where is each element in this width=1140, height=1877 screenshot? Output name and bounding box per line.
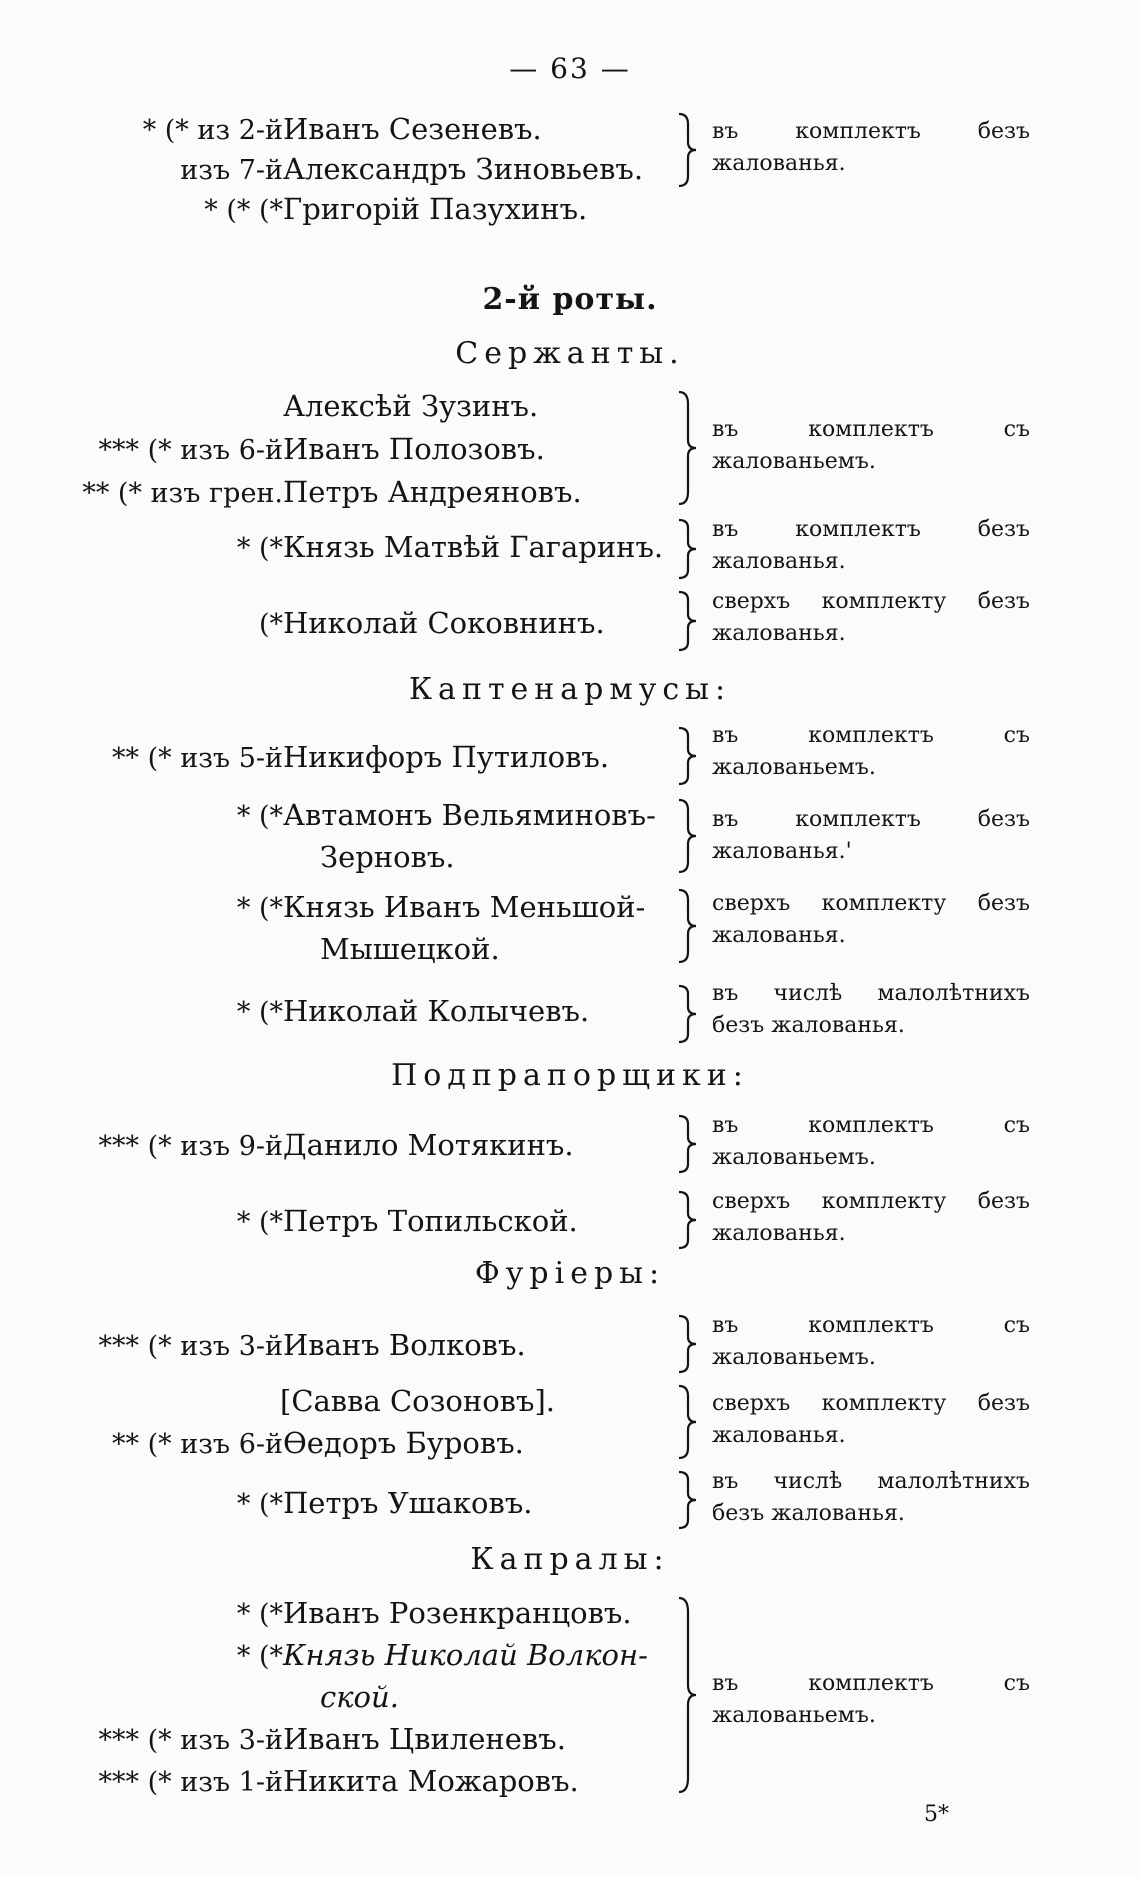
entry-name: Никита Можаровъ.	[283, 1764, 579, 1798]
entry-note: въ числѣ малолѣтнихъ безъ жалованья.	[712, 1469, 1030, 1526]
entry-marks: * (*	[236, 1207, 283, 1238]
entry-group	[0, 1469, 1140, 1526]
entry-group	[0, 1188, 1140, 1246]
entry-marks: *** (* изъ 6-й	[98, 435, 283, 466]
entry-name: Ѳедоръ Буровъ.	[283, 1426, 524, 1460]
entry-name: Петръ Андреяновъ.	[283, 475, 582, 509]
section-heading-captenarmus: Каптенармусы:	[408, 672, 732, 707]
entry-marks: ** (* изъ 5-й	[112, 743, 283, 774]
entry-marks: изъ 7-й	[180, 155, 283, 186]
brace-icon	[675, 1596, 701, 1794]
entry-name: Князь Николай Волкон-	[283, 1638, 648, 1672]
brace	[675, 798, 701, 874]
entry-name: ской.	[320, 1680, 399, 1714]
entry-note: въ комплектъ съ жалованьемъ.	[712, 1313, 1030, 1370]
entry-row	[0, 1590, 1140, 1632]
brace-icon	[675, 1190, 701, 1250]
entry-marks: *** (* изъ 1-й	[98, 1767, 283, 1798]
section-heading-corporals: Капралы:	[470, 1542, 670, 1577]
entry-row	[0, 188, 1140, 228]
brace	[675, 590, 701, 652]
entry-marks: ** (* изъ грен.	[82, 478, 283, 509]
entry-group	[0, 1112, 1140, 1170]
entry-marks: * (*	[236, 1641, 283, 1672]
signature-mark: 5*	[924, 1802, 949, 1827]
brace	[675, 726, 701, 786]
entry-note: въ комплектъ безъ жалованья.'	[712, 807, 1030, 864]
entry-group	[0, 589, 1140, 646]
brace	[675, 112, 701, 188]
brace-icon	[675, 726, 701, 786]
section-heading-ensigns: Подпрапорщики:	[391, 1058, 749, 1093]
entry-marks: * (*	[236, 893, 283, 924]
brace-icon	[675, 984, 701, 1044]
entry-name: Григорій Пазухинъ.	[283, 192, 588, 226]
entry-note: въ комплектъ безъ жалованья.	[712, 119, 1030, 176]
entry-group	[0, 1312, 1140, 1370]
entry-name: Автамонъ Вельяминовъ-	[283, 798, 656, 832]
entry-group	[0, 1590, 1140, 1800]
entry-group	[0, 792, 1140, 876]
brace-icon	[675, 518, 701, 580]
brace	[675, 1114, 701, 1174]
entry-name: Николай Колычевъ.	[283, 994, 590, 1028]
entry-marks: *** (* изъ 9-й	[98, 1131, 283, 1162]
entry-note: сверхъ комплекту безъ жалованья.	[712, 1391, 1030, 1448]
brace-icon	[675, 888, 701, 964]
entry-note: въ комплектъ съ жалованьемъ.	[712, 1113, 1030, 1170]
section-heading-furiers: Фуріеры:	[474, 1256, 666, 1291]
entry-note: сверхъ комплекту безъ жалованья.	[712, 1189, 1030, 1246]
entry-marks: * (* из 2-й	[142, 115, 283, 146]
entry-group	[0, 108, 1140, 228]
entry-name: Алексѣй Зузинъ.	[283, 389, 539, 423]
entry-name: Иванъ Розенкранцовъ.	[283, 1596, 632, 1630]
entry-name: [Савва Созоновъ].	[280, 1384, 555, 1418]
entry-marks: * (*	[236, 1599, 283, 1630]
entry-group	[0, 723, 1140, 780]
entry-note: въ числѣ малолѣтнихъ безъ жалованья.	[712, 981, 1030, 1038]
entry-marks: * (*	[236, 997, 283, 1028]
entry-name: Мышецкой.	[320, 932, 500, 966]
entry-group	[0, 1378, 1140, 1462]
brace	[675, 984, 701, 1044]
entry-note: въ комплектъ безъ жалованья.	[712, 517, 1030, 574]
brace	[675, 1470, 701, 1530]
page-number: — 63 —	[509, 52, 631, 85]
entry-marks: * (*	[236, 533, 283, 564]
brace	[675, 1314, 701, 1374]
entry-marks: * (*	[236, 801, 283, 832]
brace	[675, 1384, 701, 1460]
entry-name: Данило Мотякинъ.	[283, 1128, 574, 1162]
company-heading: 2-й роты.	[482, 282, 658, 317]
brace-icon	[675, 590, 701, 652]
entry-group	[0, 884, 1140, 968]
entry-group	[0, 382, 1140, 511]
entry-marks: * (*	[236, 1489, 283, 1520]
entry-row	[0, 1758, 1140, 1800]
entry-name: Иванъ Полозовъ.	[283, 432, 545, 466]
entry-note: въ комплектъ съ жалованьемъ.	[712, 1671, 1030, 1728]
entry-marks: * (* (*	[204, 195, 283, 226]
entry-name: Александръ Зиновьевъ.	[283, 152, 644, 186]
brace-icon	[675, 112, 701, 188]
entry-name: Иванъ Волковъ.	[283, 1328, 526, 1362]
entry-marks: *** (* изъ 3-й	[98, 1331, 283, 1362]
entry-group	[0, 978, 1140, 1038]
brace	[675, 1190, 701, 1250]
entry-name: Зерновъ.	[320, 840, 455, 874]
entry-marks: *** (* изъ 3-й	[98, 1725, 283, 1756]
brace	[675, 518, 701, 580]
entry-group	[0, 514, 1140, 574]
entry-marks: ** (* изъ 6-й	[112, 1429, 283, 1460]
brace-icon	[675, 798, 701, 874]
entry-note: въ комплектъ съ жалованьемъ.	[712, 723, 1030, 780]
entry-name: Петръ Топильской.	[283, 1204, 578, 1238]
brace-icon	[675, 1314, 701, 1374]
brace-icon	[675, 1470, 701, 1530]
entry-marks: (*	[258, 609, 283, 640]
brace-icon	[675, 1114, 701, 1174]
entry-name: Иванъ Цвиленевъ.	[283, 1722, 566, 1756]
entry-name: Иванъ Сезеневъ.	[283, 112, 542, 146]
entry-name: Николай Соковнинъ.	[283, 606, 605, 640]
brace-icon	[675, 390, 701, 506]
section-heading-sergeants: Сержанты.	[455, 336, 685, 371]
entry-note: сверхъ комплекту безъ жалованья.	[712, 589, 1030, 646]
entry-name: Князь Иванъ Меньшой-	[283, 890, 646, 924]
entry-note: въ комплектъ съ жалованьемъ.	[712, 417, 1030, 474]
brace-icon	[675, 1384, 701, 1460]
brace	[675, 1596, 701, 1794]
entry-name: Князь Матвѣй Гагаринъ.	[283, 530, 664, 564]
brace	[675, 888, 701, 964]
entry-name: Никифоръ Путиловъ.	[283, 740, 610, 774]
brace	[675, 390, 701, 506]
entry-note: сверхъ комплекту безъ жалованья.	[712, 891, 1030, 948]
entry-name: Петръ Ушаковъ.	[283, 1486, 533, 1520]
